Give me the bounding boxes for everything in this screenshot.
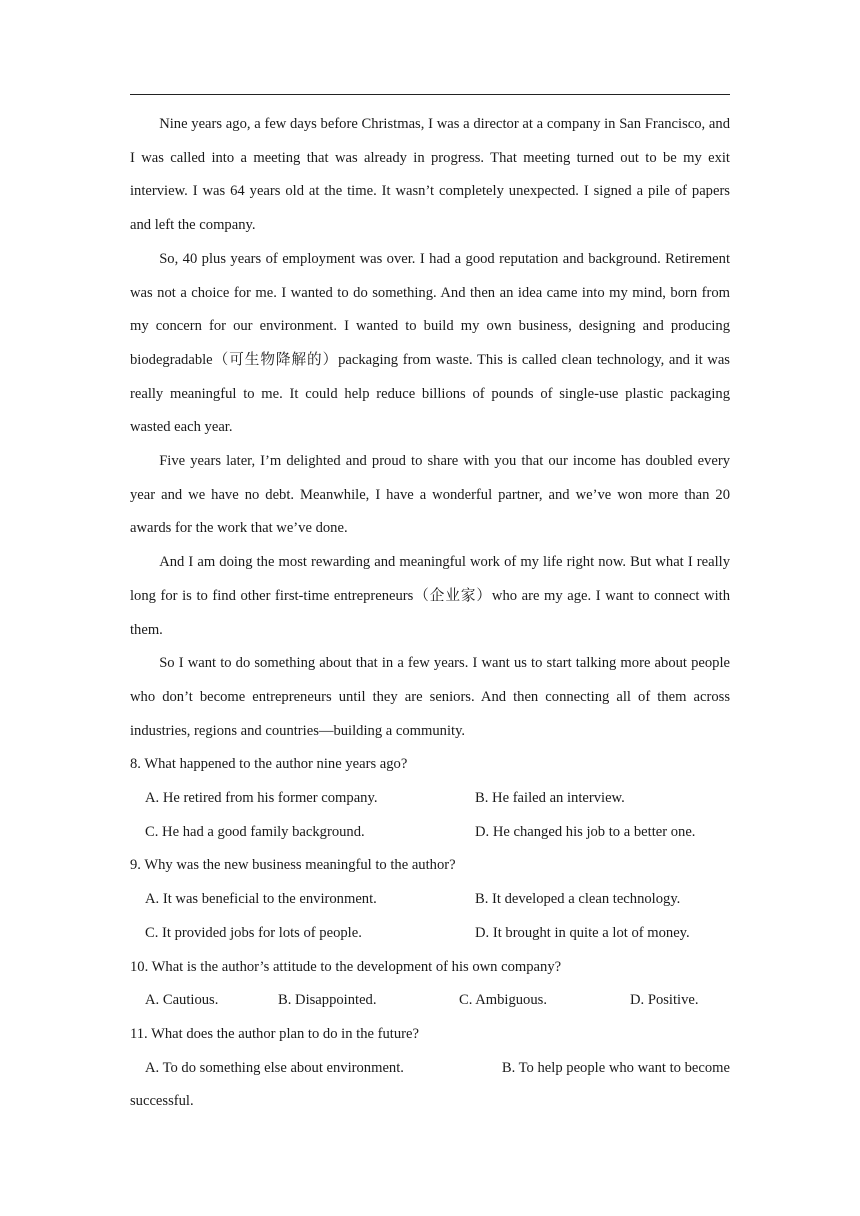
question-stem: 9. Why was the new business meaningful to the author?	[130, 857, 456, 874]
passage-paragraph: Five years later, I’m delighted and proud to share with you that our income has doubled every year and we have no debt. Meanwhile, I have a wonderful partner, and we’ve won more than 20 awards for the work that we’ve done.	[130, 453, 730, 537]
option-d: D. Positive.	[630, 992, 699, 1009]
option-a: A. Cautious.	[145, 992, 219, 1009]
option-c: C. It provided jobs for lots of people.	[145, 924, 362, 941]
option-row	[130, 782, 730, 816]
option-a: A. He retired from his former company.	[145, 790, 378, 807]
option-row	[130, 816, 730, 850]
option-b-continuation: successful.	[130, 1093, 194, 1110]
option-row	[130, 883, 730, 917]
question-9	[130, 849, 730, 950]
option-b: B. It developed a clean technology.	[475, 891, 681, 908]
passage-paragraph: So, 40 plus years of employment was over. I had a good reputation and background. Retirement was not a choice for me. I wanted to do something. And then an idea came into my mind, born from my concern for our environment. I wanted to build my own business, designing and producing biodegradable（可生物降解的）packaging from waste. This is called clean technology, and it was really meaningful to me. It could help reduce billions of pounds of single-use plastic packaging wasted each year.	[130, 250, 730, 436]
question-stem: 10. What is the author’s attitude to the development of his own company?	[130, 958, 562, 975]
option-d: D. It brought in quite a lot of money.	[475, 924, 690, 941]
option-d: D. He changed his job to a better one.	[475, 823, 696, 840]
option-c: C. Ambiguous.	[459, 992, 547, 1009]
document-page	[130, 95, 730, 1119]
question-11	[130, 1018, 730, 1119]
option-b: B. Disappointed.	[278, 992, 377, 1009]
option-row	[130, 984, 730, 1018]
question-10	[130, 951, 730, 1018]
reading-passage	[130, 95, 730, 748]
question-stem: 11. What does the author plan to do in the future?	[130, 1025, 419, 1042]
question-stem: 8. What happened to the author nine years ago?	[130, 756, 408, 773]
option-c: C. He had a good family background.	[145, 823, 365, 840]
option-row	[130, 1052, 730, 1086]
option-a: A. It was beneficial to the environment.	[145, 891, 377, 908]
question-8	[130, 748, 730, 849]
option-b: B. He failed an interview.	[475, 790, 625, 807]
passage-paragraph: And I am doing the most rewarding and meaningful work of my life right now. But what I really long for is to find other first-time entrepreneurs（企业家）who are my age. I want to connect with them.	[130, 554, 730, 638]
option-row	[130, 917, 730, 951]
passage-paragraph: So I want to do something about that in a few years. I want us to start talking more about people who don’t become entrepreneurs until they are seniors. And then connecting all of them across industries, regions and countries—building a community.	[130, 655, 730, 739]
option-b: B. To help people who want to become	[501, 1059, 730, 1076]
passage-paragraph: Nine years ago, a few days before Christmas, I was a director at a company in San Francisco, and I was called into a meeting that was already in progress. That meeting turned out to be my exit interview. I was 64 years old at the time. It wasn’t completely unexpected. I signed a pile of papers and left the company.	[130, 116, 730, 234]
option-a: A. To do something else about environment.	[145, 1059, 404, 1076]
